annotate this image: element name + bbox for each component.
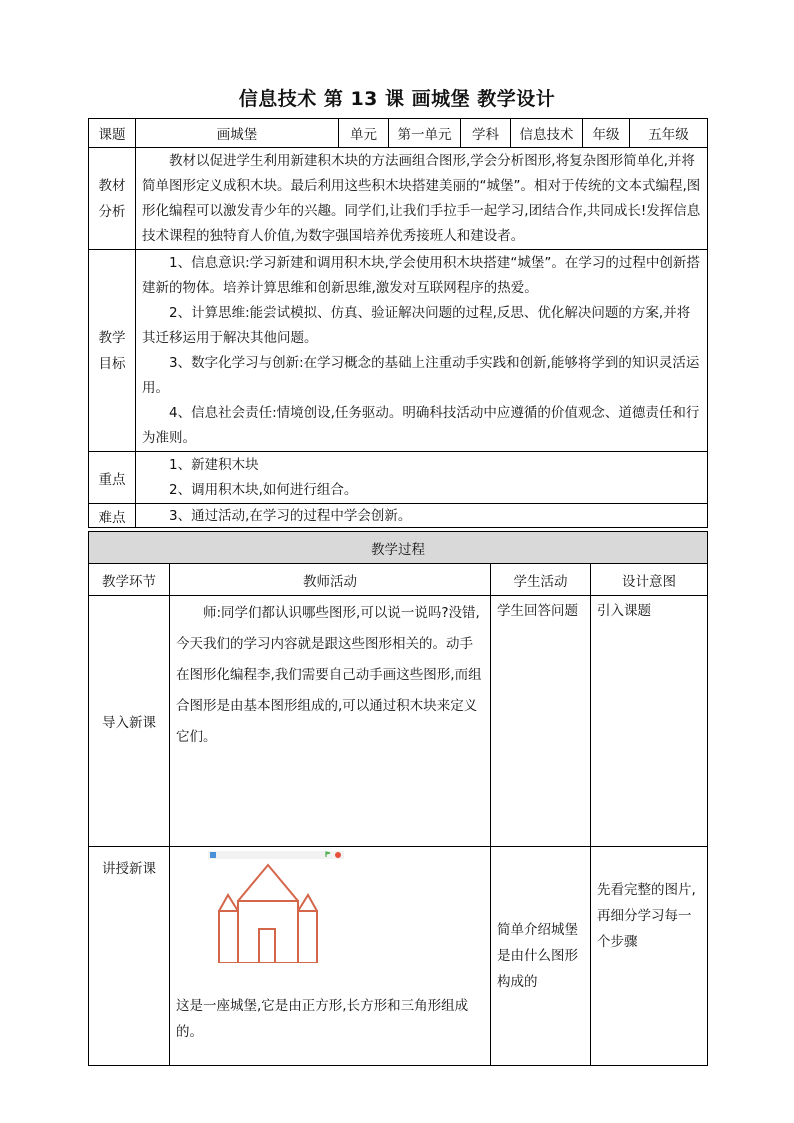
castle-stage-image [208,851,344,963]
key-point-2: 2、调用积木块,如何进行组合。 [169,481,358,498]
goal-item-1: 1、信息意识:学习新建和调用积木块,学会使用积木块搭建“城堡”。在学习的过程中创新搭建新的物体。培养计算思维和创新思维,激发对互联网程序的热爱。 [142,254,700,296]
col-intent: 设计意图 [591,564,708,596]
scratch-logo-icon [210,852,216,858]
subject-value: 信息技术 [511,119,583,148]
process-header: 教学过程 [89,532,708,564]
goal-item-3: 3、数字化学习与创新:在学习概念的基础上注重动手实践和创新,能够将学到的知识灵活运用。 [142,354,700,396]
analysis-row [89,148,708,250]
castle-drawing [208,851,344,963]
stop-icon [335,852,341,858]
design-intent-intro: 引入课题 [597,603,651,619]
topic-label: 课题 [89,119,136,148]
key-points-label: 重点 [89,452,136,504]
col-stage: 教学环节 [89,564,170,596]
page-title: 信息技术 第 13 课 画城堡 教学设计 [238,88,556,110]
goal-item-2: 2、计算思维:能尝试模拟、仿真、验证解决问题的过程,反思、优化解决问题的方案,并将其迁移运用于解决其他问题。 [142,304,691,346]
goal-item-4: 4、信息社会责任:情境创设,任务驱动。明确科技活动中应遵循的价值观念、道德责任和行为准则。 [142,404,700,446]
grade-label: 年级 [583,119,630,148]
process-header-row [89,532,708,564]
analysis-label: 教材分析 [89,148,136,250]
difficulty-row [89,504,708,528]
key-points-row [89,452,708,504]
grade-value: 五年级 [630,119,708,148]
analysis-text: 教材以促进学生利用新建积木块的方法画组合图形,学会分析图形,将复杂图形简单化,并将简单图形定义成积木块。最后利用这些积木块搭建美丽的“城堡”。相对于传统的文本式编程,图形化编程可以激发青少年的兴趣。同学们,让我们手拉手一起学习,团结合作,共同成长!发挥信息技术课程的独特育人价值,为数字强国培养优秀接班人和建设者。 [142,152,701,244]
unit-label: 单元 [339,119,389,148]
process-table [88,531,708,1066]
teacher-activity-intro: 师:同学们都认识哪些图形,可以说一说吗?没错,今天我们的学习内容就是跟这些图形相关的。动手在图形化编程李,我们需要自己动手画这些图形,而组合图形是由基本图形组成的,可以通过积木块来定义它们。 [176,605,482,745]
stage-new: 讲授新课 [89,847,170,1066]
goals-label: 教学目标 [89,250,136,452]
stage-intro: 导入新课 [89,596,170,847]
col-teacher: 教师活动 [170,564,491,596]
subject-label: 学科 [461,119,511,148]
topic-value: 画城堡 [136,119,339,148]
process-columns-row [89,564,708,596]
student-activity-intro: 学生回答问题 [497,603,578,619]
key-point-1: 1、新建积木块 [169,456,259,473]
teacher-activity-new: 这是一座城堡,它是由正方形,长方形和三角形组成的。 [176,998,469,1040]
process-row-new [89,847,708,1066]
difficulty-label: 难点 [89,504,136,528]
castle-outline [219,865,317,963]
process-row-intro [89,596,708,847]
student-activity-new: 简单介绍城堡是由什么图形构成的 [497,922,578,990]
col-student: 学生活动 [491,564,591,596]
difficulty-text: 3、通过活动,在学习的过程中学会创新。 [169,507,412,524]
design-intent-new: 先看完整的图片,再细分学习每一个步骤 [597,882,696,950]
unit-value: 第一单元 [389,119,461,148]
goals-row [89,250,708,452]
info-table [88,118,708,528]
info-row [89,119,708,148]
